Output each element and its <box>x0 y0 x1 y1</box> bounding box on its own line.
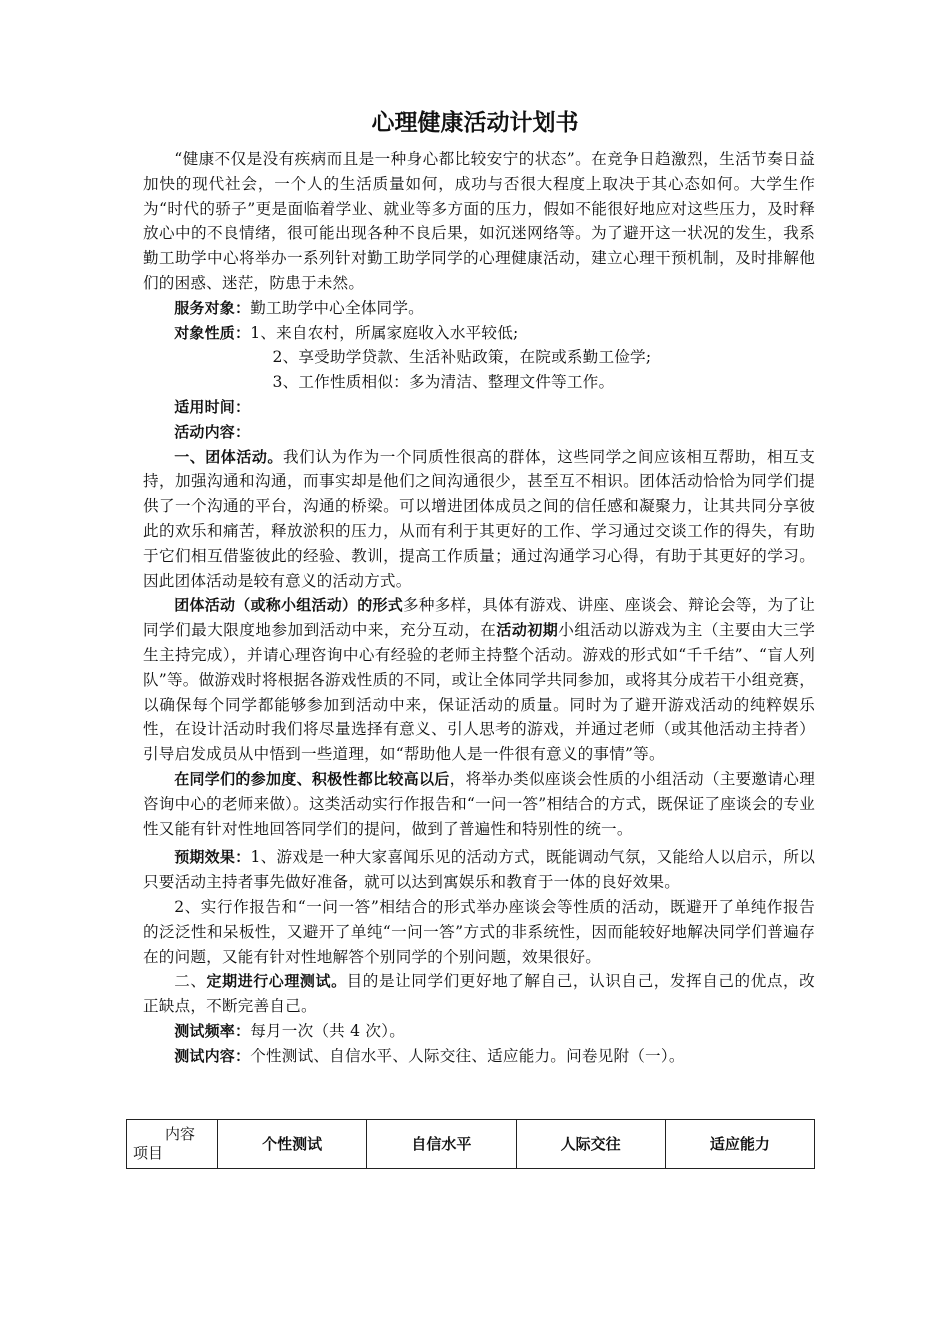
test-prefix: 二、 <box>174 972 207 991</box>
group-heading: 一、团体活动。 <box>174 447 283 466</box>
intro-paragraph: “健康不仅是没有疾病而且是一种身心都比较安宁的状态”。在竞争日趋激烈，生活节奏日益加快的现代社会，一个人的生活质量如何，成功与否很大程度上取决于其心态如何。大学生作为“时代的骄子”更是面临着学业、就业等多方面的压力，假如不能很好地应对这些压力，及时释放心中的不良情绪，很可能出现各种不良后果，如沉迷网络等。为了避开这一状况的发生，我系勤工助学中心将举办一系列针对勤工助学同学的心理健康活动，建立心理干预机制，及时排解他们的困惑、迷茫，防患于未然。 <box>143 150 815 292</box>
form-bold-2: 活动初期 <box>496 621 559 640</box>
effect-paragraph-1 <box>143 845 815 895</box>
nature-line-1 <box>143 321 815 346</box>
service-label: 服务对象： <box>174 298 251 317</box>
form-bold-1: 团体活动（或称小组活动）的形式 <box>174 596 403 615</box>
nature-line-2: 2、享受助学贷款、生活补贴政策，在院或系勤工俭学; <box>272 348 652 367</box>
group-text: 我们认为作为一个同质性很高的群体，这些同学之间应该相互帮助，相互支持，加强沟通和沟通，而事实却是他们之间沟通很少，甚至互不相识。团体活动恰恰为同学们提供了一个沟通的平台，沟通的桥梁。可以增进团体成员之间的信任感和凝聚力，让其共同分享彼此的欢乐和痛苦，释放淤积的压力，从而有利于其更好的工作、学习通过交谈工作的得失，有助于它们相互借鉴彼此的经验、教训，提高工作质量；通过沟通学习心得，有助于其更好的学习。因此团体活动是较有意义的活动方式。 <box>143 447 815 590</box>
service-text: 勤工助学中心全体同学。 <box>250 298 424 317</box>
service-line <box>143 296 815 321</box>
test-frequency-text: 每月一次（共 4 次）。 <box>250 1021 405 1040</box>
nature-line-3: 3、工作性质相似：多为清洁、整理文件等工作。 <box>272 373 615 392</box>
corner-top-label: 内容 <box>164 1125 195 1143</box>
table-header-cell: 适应能力 <box>665 1120 814 1169</box>
group-paragraph <box>143 445 815 594</box>
time-line <box>143 395 815 420</box>
test-paragraph <box>143 969 815 1019</box>
form-paragraph <box>143 593 815 767</box>
later-text: ，将举办类似座谈会性质的小组活动（主要邀请心理咨询中心的老师来做）。这类活动实行作报告和“一问一答”相结合的方式，既保证了座谈会的专业性又能有针对性地回答同学们的提问，做到了普遍性和特别性的统一。 <box>143 769 815 838</box>
effect-paragraph-2: 2、实行作报告和“一问一答”相结合的形式举办座谈会等性质的活动，既避开了单纯作报告的泛泛性和呆板性，又避开了单纯“一问一答”方式的非系统性，因而能较好地解决同学们普遍存在的问题，又能有针对性地解答个别同学的个别问题，效果很好。 <box>143 897 815 966</box>
nature-item: 1、来自农村，所属家庭收入水平较低; <box>250 323 519 342</box>
content-label: 活动内容： <box>174 422 251 441</box>
test-frequency-label: 测试频率： <box>174 1021 251 1040</box>
document-title: 心理健康活动计划书 <box>371 110 579 136</box>
test-heading: 定期进行心理测试。 <box>206 972 347 991</box>
test-text: 目的是让同学们更好地了解自己，认识自己，发挥自己的优点，改正缺点，不断完善自己。 <box>143 972 815 1016</box>
test-table <box>126 1119 815 1169</box>
document-body <box>143 147 815 1068</box>
table-header-cell: 个性测试 <box>218 1120 367 1169</box>
nature-label: 对象性质： <box>174 323 251 342</box>
content-line <box>143 420 815 445</box>
table-corner-cell <box>127 1120 218 1169</box>
table-header-cell: 人际交往 <box>516 1120 665 1169</box>
later-bold: 在同学们的参加度、积极性都比较高以后 <box>174 769 450 788</box>
test-content-text: 个性测试、自信水平、人际交往、适应能力。问卷见附（一）。 <box>250 1046 685 1065</box>
test-frequency-line <box>143 1019 815 1044</box>
test-content-line <box>143 1044 815 1069</box>
effect-text-1: 1、游戏是一种大家喜闻乐见的活动方式，既能调动气氛，又能给人以启示，所以只要活动主持者事先做好准备，就可以达到寓娱乐和教育于一体的良好效果。 <box>143 848 815 892</box>
later-paragraph <box>143 767 815 841</box>
form-text-1: 多种多样，具体有游戏、讲座、座谈会、辩论会等，为了让同学们最大限度地参加到活动中来，充分互动，在 <box>143 596 815 640</box>
test-content-label: 测试内容： <box>174 1046 251 1065</box>
corner-bottom-label: 项目 <box>133 1144 164 1163</box>
table-header-row <box>127 1120 815 1169</box>
form-text-2: 小组活动以游戏为主（主要由大三学生主持完成），并请心理咨询中心有经验的老师主持整个活动。游戏的形式如“千千结”、“盲人列队”等。做游戏时将根据各游戏性质的不同，或让全体同学共同参加，或将其分成若干小组竞赛，以确保每个同学都能够参加到活动中来，保证活动的质量。同时为了避开游戏活动的纯粹娱乐性，在设计活动时我们将尽量选择有意义、引人思考的游戏，并通过老师（或其他活动主持者）引导启发成员从中悟到一些道理，如“帮助他人是一件很有意义的事情”等。 <box>143 621 815 764</box>
time-label: 适用时间： <box>174 397 251 416</box>
effect-label: 预期效果： <box>174 848 251 867</box>
table-header-cell: 自信水平 <box>367 1120 516 1169</box>
